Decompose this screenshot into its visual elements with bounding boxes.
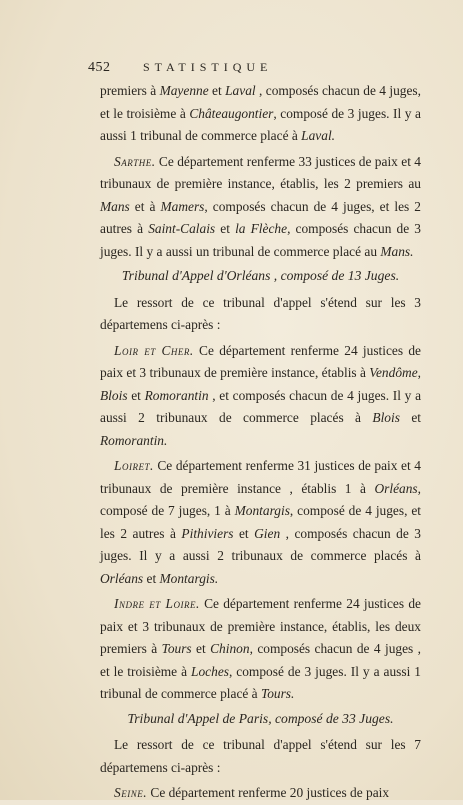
text-run: et	[233, 525, 255, 541]
place-name: Vendôme	[369, 365, 418, 380]
department-name: Indre et Loire.	[114, 596, 200, 611]
paragraph-orleans-ressort	[100, 292, 421, 337]
text-run: ,	[417, 365, 421, 380]
text-run: Ce département renferme 33 justices de paix et 4 tribunaux de première instance, établis, les 2 premiers au	[100, 153, 421, 191]
text-run: et	[191, 641, 211, 656]
paragraph-indre-et-loire	[100, 593, 421, 706]
place-name: Montargis.	[159, 570, 219, 586]
place-name: la Flèche	[235, 221, 288, 236]
text-run: , composé de 3 juges. Il y a aussi 1 tribunal de commerce placé à	[100, 105, 421, 143]
text-run: , composés chacun de 4 juges, et les 2 autres à	[100, 198, 421, 236]
text-run: , composé de 7 juges, 1 à	[100, 480, 421, 518]
place-name: Tours.	[260, 686, 295, 701]
text-run: Ce département renferme 20 justices de paix	[147, 785, 390, 800]
place-name: Romorantin.	[100, 432, 168, 448]
place-name: Blois	[372, 410, 400, 425]
text-run: et	[127, 387, 145, 403]
place-name: Loches	[191, 663, 229, 679]
place-name: Tours	[161, 641, 192, 656]
department-name: Sarthe.	[114, 153, 156, 169]
place-name: Châteaugontier	[189, 105, 274, 121]
place-name: Orléans	[100, 570, 144, 586]
text-run: et	[399, 410, 422, 425]
text-run: Ce département renferme 31 justices de paix et 4 tribunaux de première instance , établis 1 à	[100, 458, 421, 496]
place-name: Laval	[225, 83, 256, 98]
heading-tribunal-orleans: Tribunal d'Appel d'Orléans , composé de 13 Juges.	[121, 268, 400, 283]
text-run: et	[143, 570, 160, 586]
text-run: premiers à	[100, 83, 160, 98]
place-name: Saint-Calais	[148, 221, 216, 236]
place-name: Pithiviers	[181, 525, 234, 541]
place-name: Mans.	[380, 243, 414, 259]
department-name: Loiret.	[114, 458, 154, 473]
place-name: Gien	[254, 525, 281, 541]
department-name: Loir et Cher.	[114, 342, 194, 358]
page-header	[88, 60, 421, 76]
text-run: Le ressort de ce tribunal d'appel s'étend sur les 3 départemens ci-après :	[100, 294, 421, 332]
place-name: Chinon	[210, 641, 250, 656]
text-run: Ce département renferme 24 justices de paix et 3 tribunaux de première instance, établis à	[100, 342, 421, 380]
paragraph-seine	[100, 782, 421, 805]
paragraph-loiret	[100, 455, 421, 590]
body-text	[100, 80, 421, 805]
text-run: , composé de 3 juges. Il y a aussi 1 tribunal de commerce placé à	[100, 663, 421, 701]
heading-tribunal-paris: Tribunal d'Appel de Paris, composé de 33 Juges.	[127, 710, 394, 726]
text-run: Ce département renferme 24 justices de paix et 3 tribunaux de première instance, établis, les deux premiers à	[100, 596, 421, 656]
running-title: STATISTIQUE	[143, 60, 273, 74]
text-run: , composés chacun de 4 juges, et le troisième à	[100, 83, 421, 121]
place-name: Blois	[100, 387, 128, 403]
paragraph-mayenne-continued	[100, 80, 421, 148]
place-name: Mamers	[160, 198, 205, 214]
department-name: Seine.	[114, 785, 148, 800]
paragraph-sarthe	[100, 151, 421, 264]
place-name: Laval.	[301, 128, 336, 143]
text-run: et	[208, 83, 226, 98]
place-name: Mayenne	[159, 83, 209, 98]
text-run: , composés chacun de 3 juges. Il y a aussi un tribunal de commerce placé au	[100, 221, 421, 259]
text-run: et	[215, 221, 236, 236]
place-name: Romorantin	[144, 387, 209, 403]
text-run: , composés chacun de 3 juges. Il y a aussi 2 tribunaux de commerce placés à	[100, 525, 421, 563]
page-number: 452	[88, 60, 111, 75]
text-run: et à	[129, 198, 161, 214]
text-run: , composés chacun de 4 juges , et le troisième à	[100, 641, 422, 679]
place-name: Mans	[100, 198, 130, 214]
text-run: , et composés chacun de 4 juges. Il y a aussi 2 tribunaux de commerce placés à	[100, 387, 422, 425]
text-run: Le ressort de ce tribunal d'appel s'étend sur les 7 départemens ci-après :	[100, 737, 421, 775]
paragraph-paris-ressort	[100, 734, 421, 779]
place-name: Montargis	[234, 503, 290, 518]
text-run: , composé de 4 juges, et les 2 autres à	[100, 503, 421, 541]
paragraph-loir-et-cher	[100, 340, 421, 453]
place-name: Orléans	[374, 480, 418, 496]
